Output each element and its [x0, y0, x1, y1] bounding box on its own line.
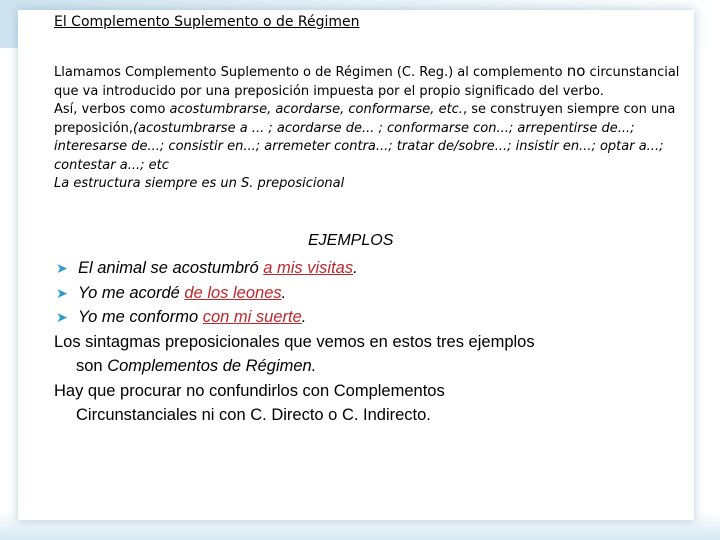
example-item-2: [40, 281, 700, 306]
explanation-2-line-b: Circunstanciales ni con C. Directo o C. Indirecto.: [76, 406, 431, 424]
explanation-1-line-a: Los sintagmas preposicionales que vemos en estos tres ejemplos: [54, 332, 535, 351]
intro-paragraph-1: [54, 62, 684, 101]
explanation-1-line-b: [54, 354, 700, 379]
bullet-arrow-icon: ➤: [56, 260, 68, 276]
example-3-text: Yo me conformo: [78, 308, 203, 326]
intro-verb-list: (acostumbrarse a ... ; acordarse de... ; conformarse con...; arrepentirse de...; interesarse de...; consistir en...; arremeter contra...; tratar de/sobre...; insistir en...; optar a...; contestar a...; etc: [54, 120, 664, 173]
example-1-text: El animal se acostumbró: [78, 259, 264, 277]
examples-heading: EJEMPLOS: [308, 232, 394, 249]
explanation-1-son: son: [76, 357, 108, 375]
intro-verbs: acostumbrarse, acordarse, conformarse, etc.: [169, 102, 463, 117]
example-2-highlight: de los leones: [184, 283, 282, 302]
example-1-highlight: a mis visitas: [263, 259, 354, 277]
intro-structure-note: La estructura siempre es un S. preposicional: [54, 176, 345, 191]
intro-line1-start: Llamamos Complemento Suplemento o de Régimen (C. Reg.) al complemento: [54, 65, 567, 80]
example-item-1: [40, 256, 700, 281]
explanation-1-term: Complementos de Régimen.: [107, 357, 317, 375]
page-title: El Complemento Suplemento o de Régimen: [54, 14, 360, 30]
explanation-paragraph-2: [40, 379, 700, 428]
bullet-arrow-icon: ➤: [56, 284, 68, 301]
example-2-end: .: [281, 283, 287, 302]
example-3-end: .: [301, 308, 307, 326]
examples-block: [40, 256, 700, 428]
example-3-highlight: con mi suerte: [202, 308, 302, 326]
intro-no-word: no: [566, 62, 586, 80]
intro-line2-start: Así, verbos como: [54, 102, 170, 117]
example-1-end: .: [353, 259, 358, 277]
intro-line1-end: circunstancial que va introducido por una preposición impuesta por el propio significado del verbo.: [54, 65, 680, 99]
intro-paragraph-3: [54, 175, 684, 194]
intro-paragraph-2: [54, 101, 684, 175]
intro-text: [54, 62, 684, 194]
explanation-2-line-a: Hay que procurar no confundirlos con Complementos: [54, 381, 445, 400]
intro-line2-mid: , se construyen siempre con una preposición,: [54, 102, 676, 136]
bullet-arrow-icon: ➤: [56, 309, 68, 325]
example-2-text: Yo me acordé: [78, 283, 185, 302]
example-item-3: [40, 305, 700, 330]
explanation-paragraph-1: [40, 330, 700, 379]
